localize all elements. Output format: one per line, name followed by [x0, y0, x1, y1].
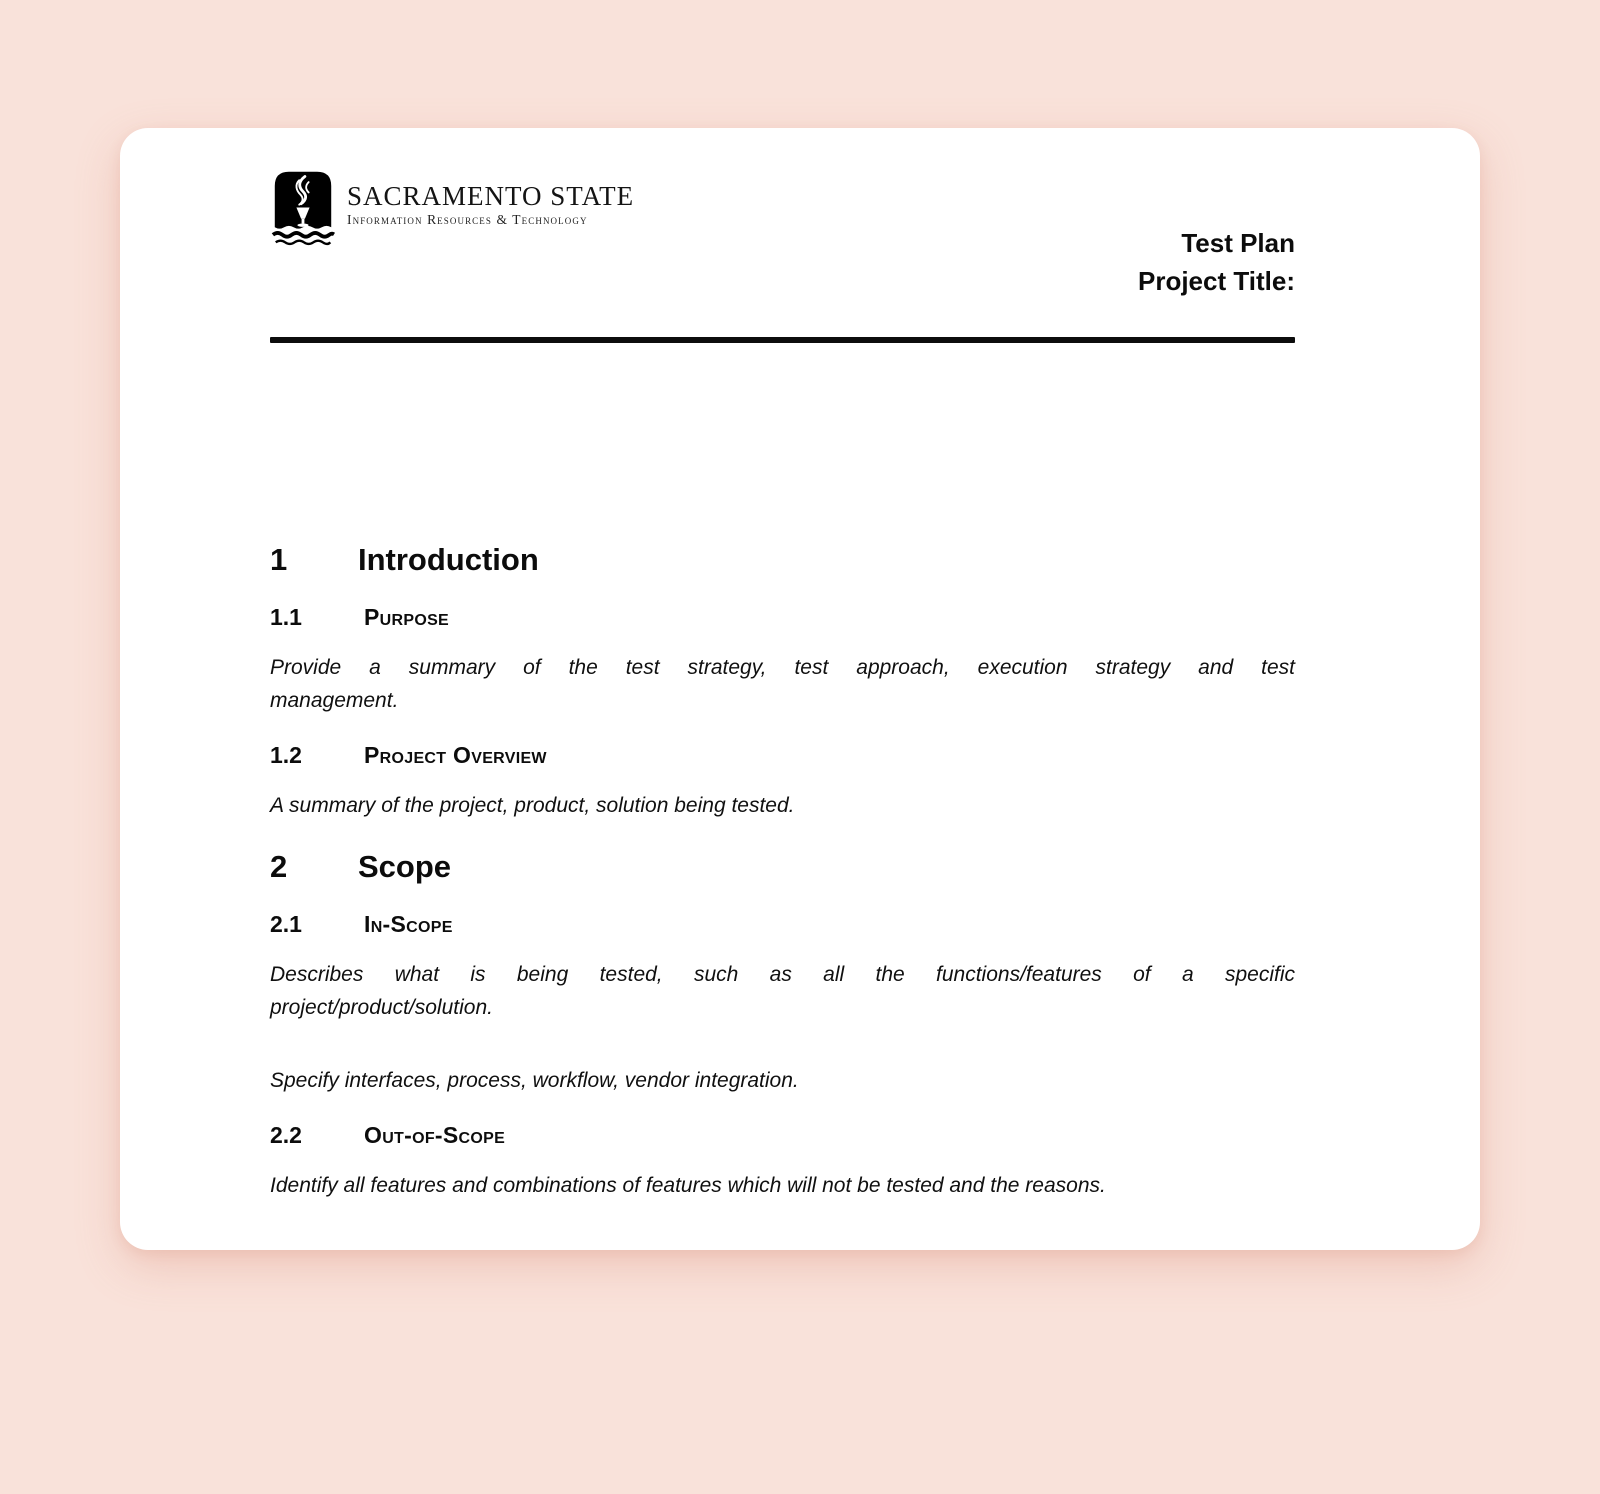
org-logo [270, 168, 634, 252]
section-heading-in-scope [270, 910, 1295, 938]
section-number: 2 [270, 849, 288, 884]
paragraph-purpose [270, 651, 1295, 717]
paragraph-line: Provide a summary of the test strategy, test approach, execution strategy and test [270, 656, 1295, 679]
section-title: Project Overview [364, 742, 547, 768]
project-title-label: Project Title: [1137, 266, 1295, 296]
header-rule [270, 337, 1295, 343]
section-title: Purpose [364, 604, 450, 630]
paragraph-line: Specify interfaces, process, workflow, vendor integration. [270, 1069, 799, 1092]
section-title: Scope [358, 849, 452, 884]
org-name: SACRAMENTO STATE [347, 181, 635, 211]
doc-title-block [1138, 224, 1295, 300]
document-card [120, 128, 1480, 1250]
paragraph-out-of-scope [270, 1169, 1295, 1202]
paragraph-line: Identify all features and combinations of features which will not be tested and the reasons. [270, 1174, 1106, 1197]
document-header [270, 128, 1295, 337]
org-logo-text [347, 168, 634, 228]
paragraph-line: management. [270, 689, 399, 712]
section-heading-project-overview [270, 741, 1295, 769]
paragraph-line: project/product/solution. [270, 996, 493, 1019]
doc-type-label: Test Plan [1181, 228, 1295, 258]
paragraph-line: A summary of the project, product, solution being tested. [270, 794, 795, 817]
section-number: 1 [270, 542, 288, 577]
section-title: Introduction [358, 542, 539, 577]
sacramento-state-torch-icon [270, 168, 336, 252]
document-body [270, 541, 1295, 1250]
section-title: In-Scope [364, 911, 453, 937]
section-number: 1.1 [270, 604, 302, 630]
section-heading-scope [270, 848, 1295, 886]
section-heading-purpose [270, 603, 1295, 631]
page-background [0, 128, 1600, 1250]
section-title: Out-of-Scope [364, 1122, 506, 1148]
paragraph-in-scope [270, 958, 1295, 1024]
section-number: 2.2 [270, 1122, 302, 1148]
paragraph-project-overview [270, 789, 1295, 822]
paragraph-in-scope-2 [270, 1064, 1295, 1097]
section-number: 2.1 [270, 911, 302, 937]
org-dept: Information Resources & Technology [347, 212, 588, 227]
paragraph-line: Describes what is being tested, such as all the functions/features of a specific [270, 963, 1295, 986]
section-heading-introduction [270, 541, 1295, 579]
section-number: 1.2 [270, 742, 302, 768]
section-heading-out-of-scope [270, 1121, 1295, 1149]
